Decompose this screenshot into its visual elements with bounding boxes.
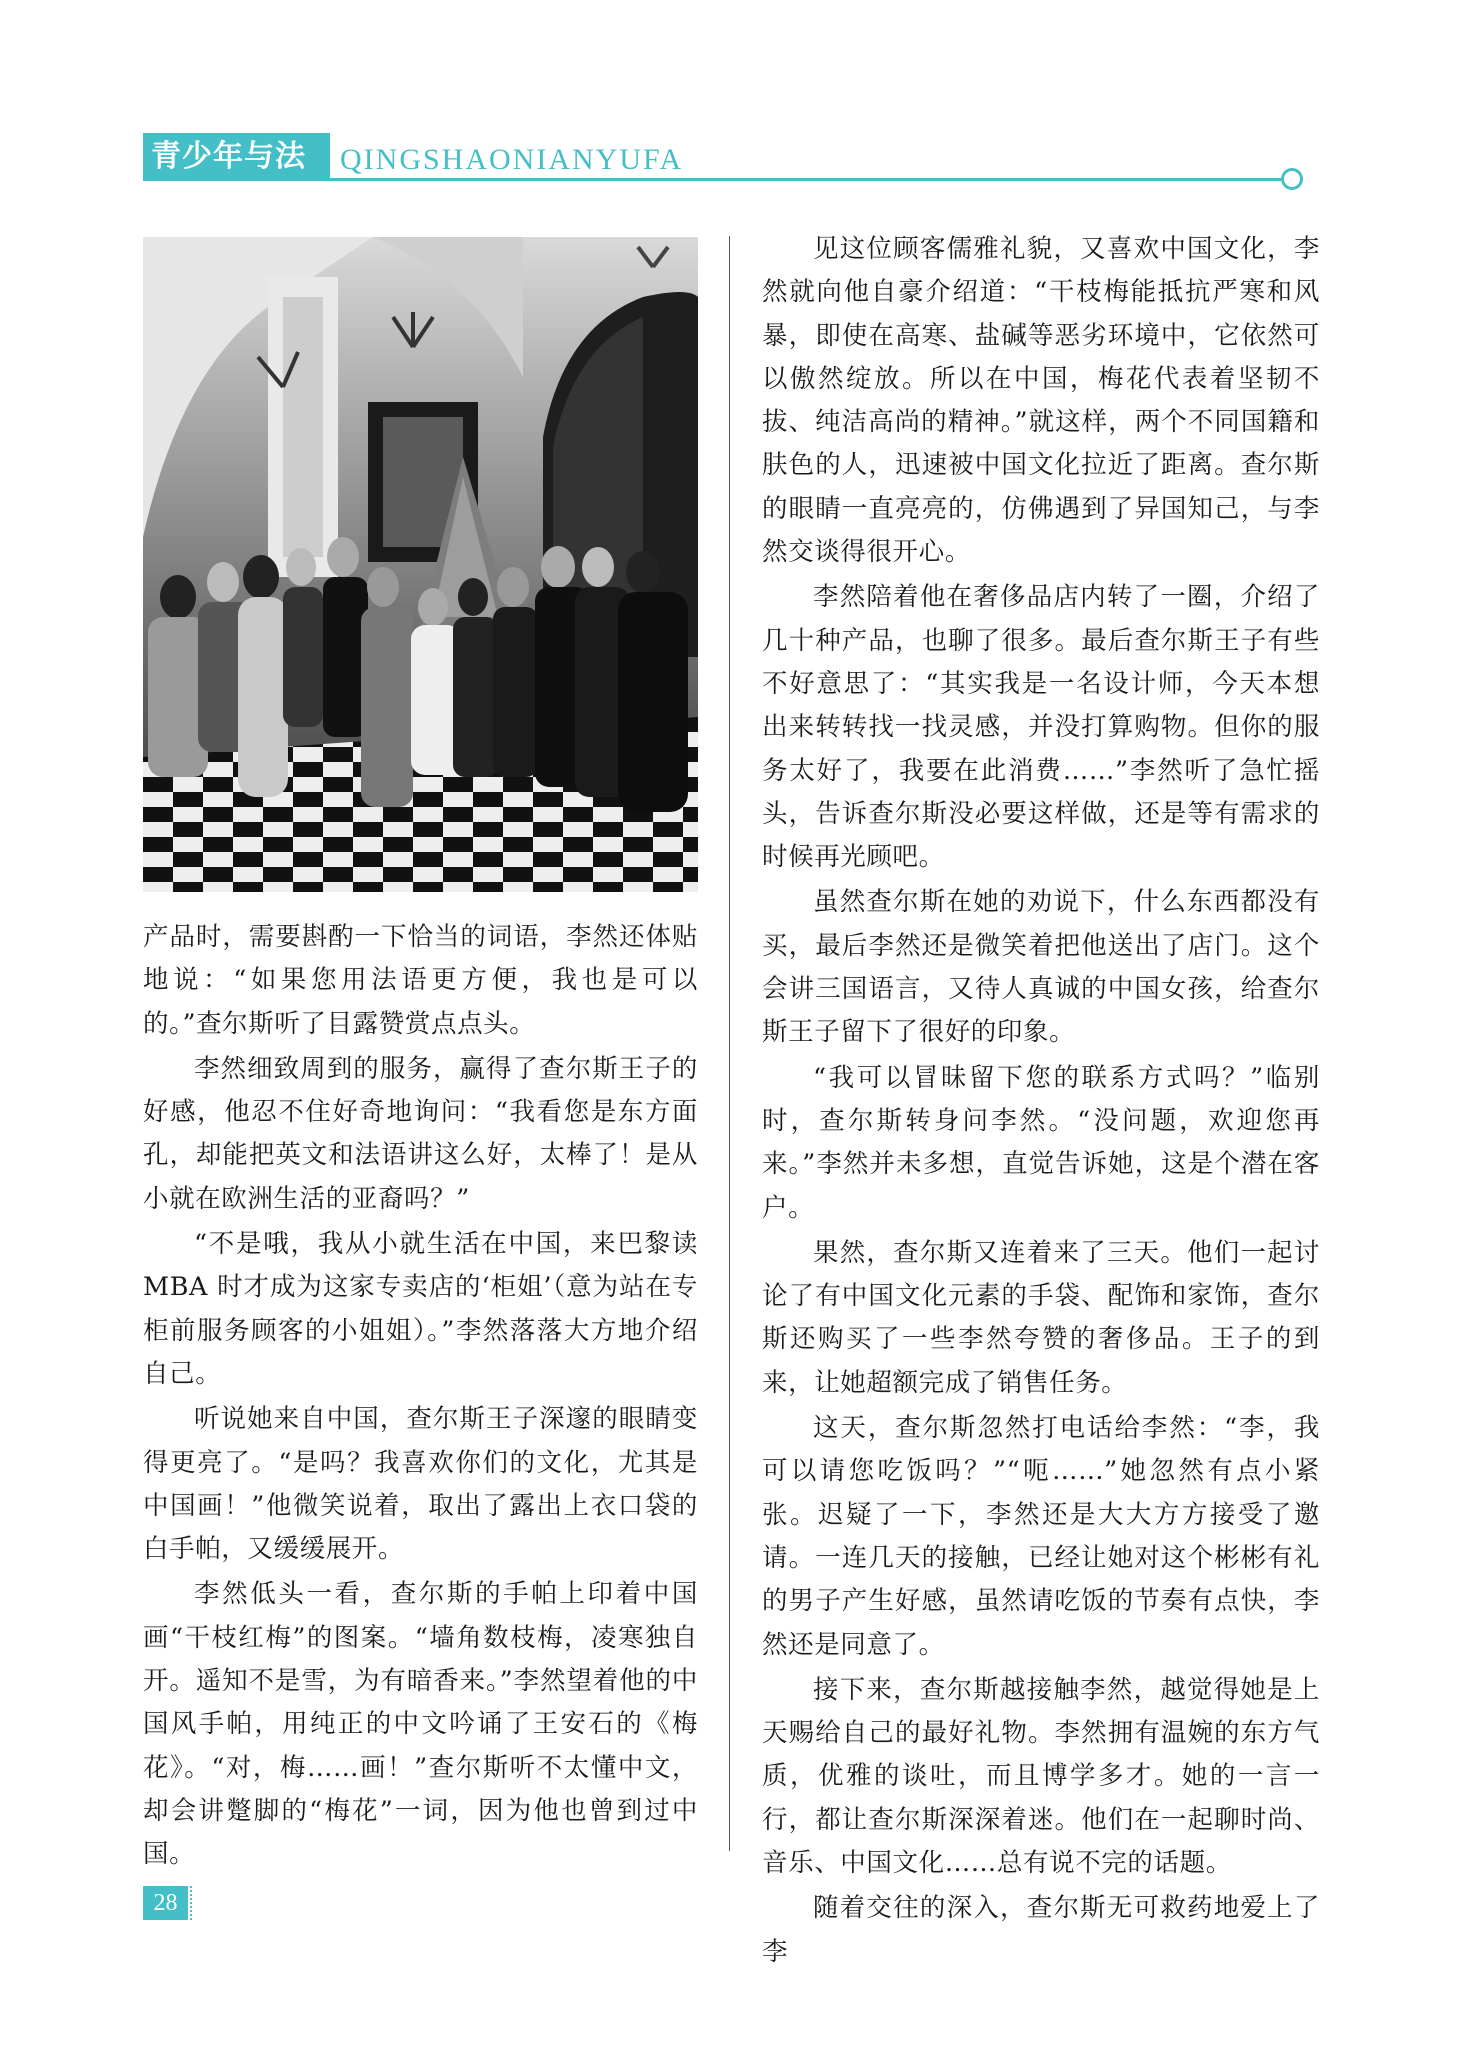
paragraph: 这天，查尔斯忽然打电话给李然：“李，我可以请您吃饭吗？”“呃……”她忽然有点小紧张。迟疑了一下，李然还是大大方方接受了邀请。一连几天的接触，已经让她对这个彬彬有礼的男子产生好感，虽然请吃饭的节奏有点快，李然还是同意了。 <box>762 1413 1320 1660</box>
header-rule <box>143 178 1283 181</box>
paragraph: 随着交往的深入，查尔斯无可救药地爱上了李 <box>762 1893 1320 1967</box>
magazine-pinyin: QINGSHAONIANYUFA <box>340 143 684 176</box>
group-photo <box>143 237 698 892</box>
article-right-column <box>762 228 1320 1976</box>
paragraph: 李然细致周到的服务，赢得了查尔斯王子的好感，他忍不住好奇地询问：“我看您是东方面孔，却能把英文和法语讲这么好，太棒了！是从小就在欧洲生活的亚裔吗？” <box>143 1053 698 1214</box>
paragraph: 李然陪着他在奢侈品店内转了一圈，介绍了几十种产品，也聊了很多。最后查尔斯王子有些不好意思了：“其实我是一名设计师，今天本想出来转转找一找灵感，并没打算购物。但你的服务太好了，我要在此消费……”李然听了急忙摇头，告诉查尔斯没必要这样做，还是等有需求的时候再光顾吧。 <box>762 582 1320 873</box>
paragraph: 接下来，查尔斯越接触李然，越觉得她是上天赐给自己的最好礼物。李然拥有温婉的东方气质，优雅的谈吐，而且博学多才。她的一言一行，都让查尔斯深深着迷。他们在一起聊时尚、音乐、中国文化……总有说不完的话题。 <box>762 1674 1320 1878</box>
column-divider <box>729 236 730 1851</box>
paragraph: 果然，查尔斯又连着来了三天。他们一起讨论了有中国文化元素的手袋、配饰和家饰，查尔斯还购买了一些李然夸赞的奢侈品。王子的到来，让她超额完成了销售任务。 <box>762 1237 1320 1398</box>
page-number: 28 <box>143 1886 188 1920</box>
paragraph: 虽然查尔斯在她的劝说下，什么东西都没有买，最后李然还是微笑着把他送出了店门。这个会讲三国语言，又待人真诚的中国女孩，给查尔斯王子留下了很好的印象。 <box>762 887 1320 1048</box>
paragraph: “我可以冒昧留下您的联系方式吗？”临别时，查尔斯转身问李然。“没问题，欢迎您再来。”李然并未多想，直觉告诉她，这是个潜在客户。 <box>762 1062 1320 1223</box>
page-number-ornament <box>190 1886 194 1920</box>
paragraph: 李然低头一看，查尔斯的手帕上印着中国画“干枝红梅”的图案。“墙角数枝梅，凌寒独自开。遥知不是雪，为有暗香来。”李然望着他的中国风手帕，用纯正的中文吟诵了王安石的《梅花》。“对，梅……画！”查尔斯听不太懂中文，却会讲蹩脚的“梅花”一词，因为他也曾到过中国。 <box>143 1579 698 1870</box>
magazine-title: 青少年与法 <box>143 133 330 181</box>
paragraph: 见这位顾客儒雅礼貌，又喜欢中国文化，李然就向他自豪介绍道：“干枝梅能抵抗严寒和风暴，即使在高寒、盐碱等恶劣环境中，它依然可以傲然绽放。所以在中国，梅花代表着坚韧不拔、纯洁高尚的精神。”就这样，两个不同国籍和肤色的人，迅速被中国文化拉近了距离。查尔斯的眼睛一直亮亮的，仿佛遇到了异国知己，与李然交谈得很开心。 <box>762 234 1320 568</box>
article-left-column <box>143 916 698 1879</box>
paragraph: 产品时，需要斟酌一下恰当的词语，李然还体贴地说：“如果您用法语更方便，我也是可以的。”查尔斯听了目露赞赏点点头。 <box>143 922 698 1039</box>
header-circle-ornament <box>1281 168 1303 190</box>
magazine-header <box>143 133 1303 183</box>
paragraph: 听说她来自中国，查尔斯王子深邃的眼睛变得更亮了。“是吗？我喜欢你们的文化，尤其是中国画！”他微笑说着，取出了露出上衣口袋的白手帕，又缓缓展开。 <box>143 1404 698 1565</box>
paragraph: “不是哦，我从小就生活在中国，来巴黎读MBA 时才成为这家专卖店的‘柜姐’（意为站在专柜前服务顾客的小姐姐）。”李然落落大方地介绍自己。 <box>143 1229 698 1389</box>
group-photo-illustration <box>143 237 698 892</box>
